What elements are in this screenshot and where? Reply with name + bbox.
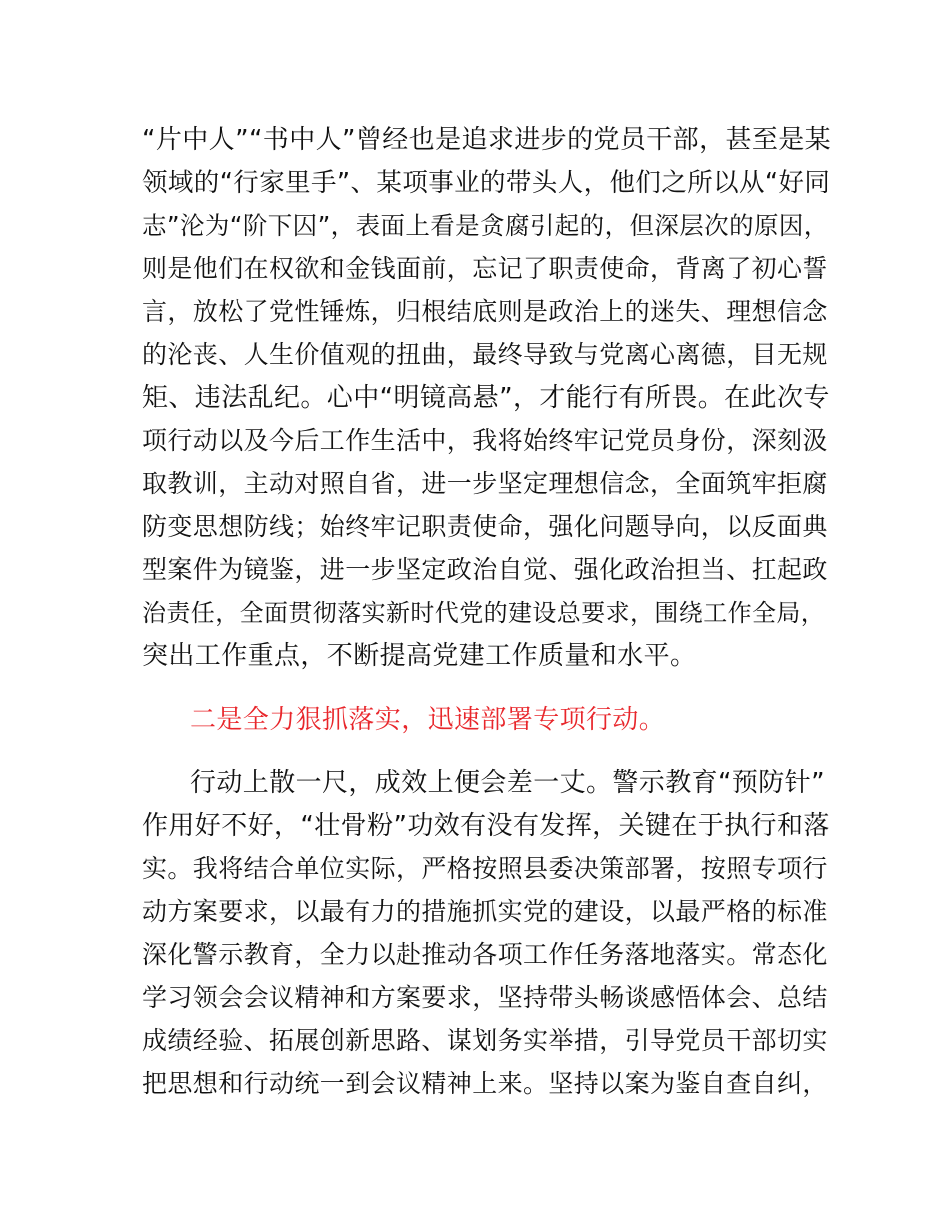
paragraph-line: 项行动以及今后工作生活中，我将始终牢记党员身份，深刻汲 [142, 426, 828, 455]
paragraph-line: 把思想和行动统一到会议精神上来。坚持以案为鉴自查自纠， [142, 1069, 828, 1098]
paragraph-line: 型案件为镜鉴，进一步坚定政治自觉、强化政治担当、扛起政 [142, 555, 828, 584]
paragraph-line: 则是他们在权欲和金钱面前，忘记了职责使命，背离了初心誓 [142, 254, 828, 283]
paragraph-line: “片中人”“书中人”曾经也是追求进步的党员干部，甚至是某 [142, 125, 832, 155]
paragraph-line: 突出工作重点，不断提高党建工作质量和水平。 [142, 641, 697, 671]
paragraph-line: 矩、违法乱纪。心中“明镜高悬”，才能行有所畏。在此次专 [142, 383, 830, 413]
paragraph-line: 实。我将结合单位实际，严格按照县委决策部署，按照专项行 [142, 854, 828, 883]
paragraph-line: 言，放松了党性锤炼，归根结底则是政治上的迷失、理想信念 [142, 297, 828, 326]
paragraph-line: 作用好不好，“壮骨粉”功效有没有发挥，关键在于执行和落 [142, 811, 830, 841]
paragraph-line: 成绩经验、拓展创新思路、谋划务实举措，引导党员干部切实 [142, 1026, 828, 1055]
paragraph-line: 学习领会会议精神和方案要求，坚持带头畅谈感悟体会、总结 [142, 983, 828, 1012]
paragraph-line: 志”沦为“阶下囚”，表面上看是贪腐引起的，但深层次的原因， [142, 211, 829, 240]
paragraph-line: 治责任，全面贯彻落实新时代党的建设总要求，围绕工作全局， [142, 599, 826, 627]
paragraph-line: 行动上散一尺，成效上便会差一丈。警示教育“预防针” [190, 768, 825, 798]
section-heading: 二是全力狠抓落实，迅速部署专项行动。 [190, 705, 666, 735]
paragraph-line: 动方案要求，以最有力的措施抓实党的建设，以最严格的标准 [142, 897, 828, 926]
paragraph-line: 防变思想防线；始终牢记职责使命，强化问题导向，以反面典 [142, 512, 828, 541]
paragraph-line: 取教训，主动对照自省，进一步坚定理想信念，全面筑牢拒腐 [142, 469, 828, 498]
paragraph-line: 深化警示教育，全力以赴推动各项工作任务落地落实。常态化 [142, 940, 828, 969]
paragraph-line: 领域的“行家里手”、某项事业的带头人，他们之所以从“好同 [142, 168, 831, 198]
paragraph-line: 的沦丧、人生价值观的扭曲，最终导致与党离心离德，目无规 [142, 340, 828, 369]
